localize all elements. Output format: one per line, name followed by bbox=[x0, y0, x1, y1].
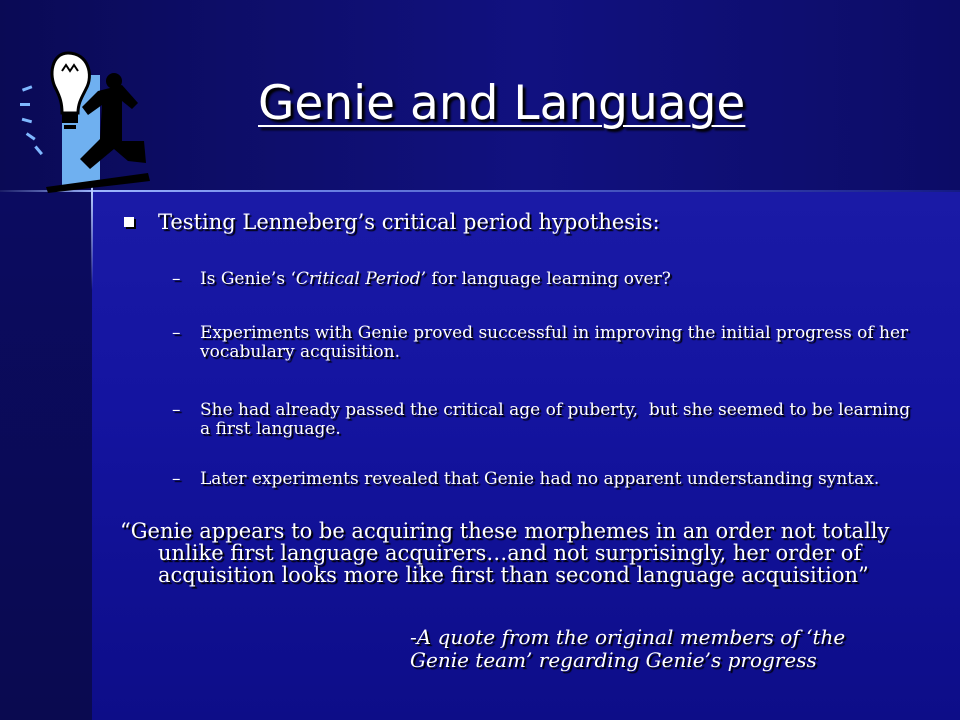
square-bullet-icon bbox=[124, 217, 134, 227]
slide-title: Genie and Language bbox=[258, 76, 746, 131]
sub-point-1 bbox=[172, 270, 912, 289]
dash-marker: – bbox=[172, 269, 181, 289]
critical-period-emphasis: Critical Period’ bbox=[295, 269, 427, 289]
quote-attribution: -A quote from the original members of ‘the Genie team’ regarding Genie’s progress bbox=[410, 625, 846, 672]
sub-point-4 bbox=[172, 470, 912, 489]
dash-marker: – bbox=[172, 323, 181, 343]
main-bullet-point: Testing Lenneberg’s critical period hypothesis: bbox=[158, 210, 660, 234]
genie-team-quote: “Genie appears to be acquiring these morphemes in an order not totally unlike first language acquirers…and not surprisingly, her order of acquisition looks more like first than second language acquisition” bbox=[120, 519, 890, 587]
dash-marker: – bbox=[172, 469, 181, 489]
sub-point-3-text: She had already passed the critical age of puberty, but she seemed to be learning a first language. bbox=[200, 400, 916, 439]
sub-point-3 bbox=[172, 400, 916, 439]
sub-point-2 bbox=[172, 324, 912, 362]
dash-marker: – bbox=[172, 400, 181, 420]
sub-point-1-text: Is Genie’s ‘Critical Period’ for language learning over? bbox=[200, 269, 671, 289]
sub-point-4-text: Later experiments revealed that Genie had no apparent understanding syntax. bbox=[200, 469, 880, 489]
sub-point-2-text: Experiments with Genie proved successful in improving the initial progress of her vocabulary acquisition. bbox=[200, 323, 909, 362]
